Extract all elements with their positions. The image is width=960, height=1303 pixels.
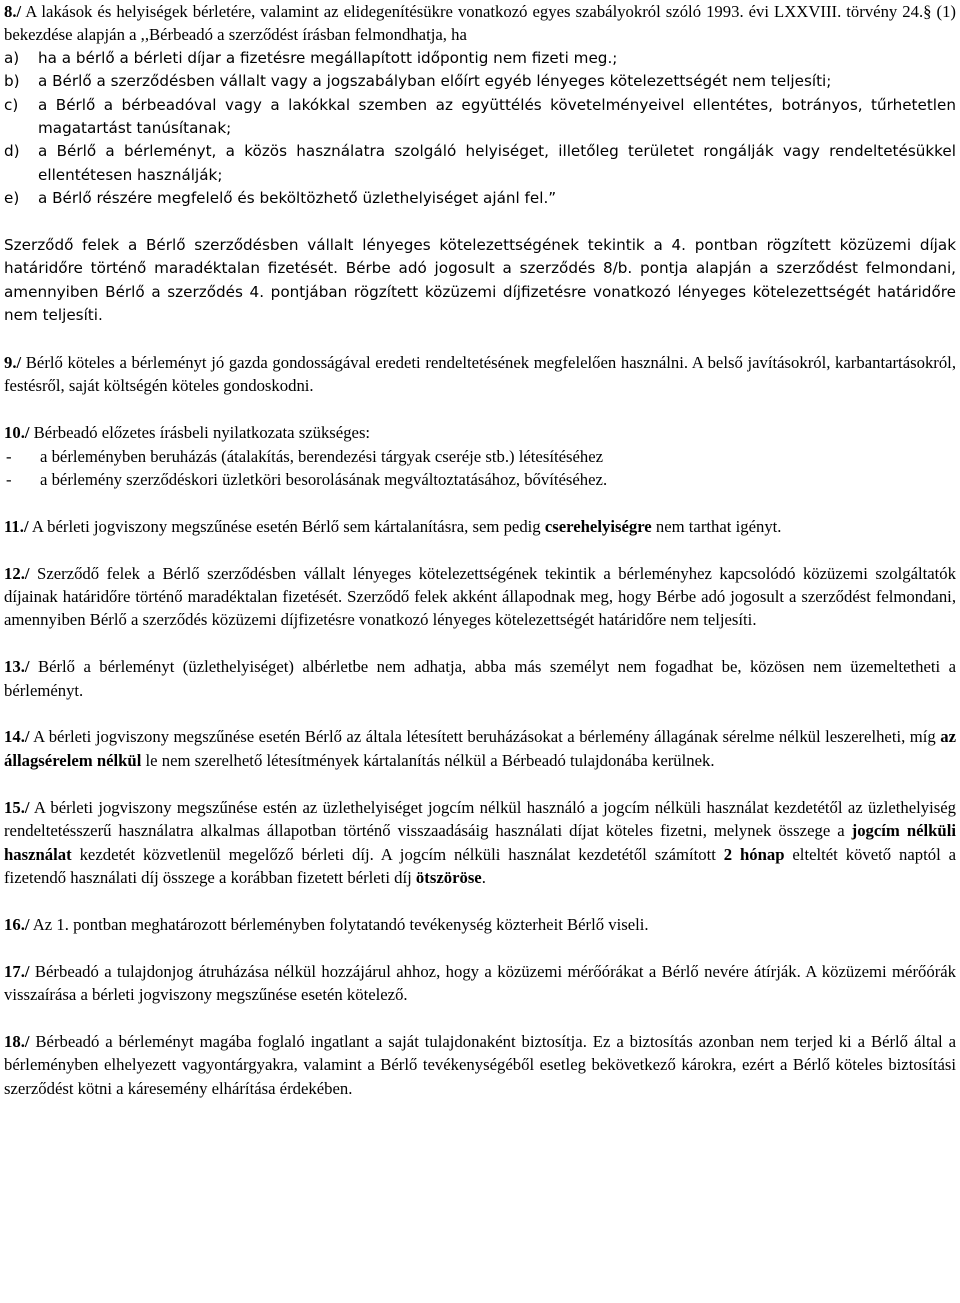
section-number: 16./ [4,914,30,934]
section-10 [4,421,956,444]
bullet-dash: - [6,470,12,490]
section-8-items [4,47,956,211]
section-18 [4,1030,956,1100]
list-item [4,468,956,491]
section-number: 14./ [4,727,30,747]
section-text: Szerződő felek a Bérlő szerződésben vállalt lényeges kötelezettségének tekintik a bérleményhez kapcsolódó közüzemi szolgáltatók díjainak határidőre történő maradéktalan fizetését. Szerződő felek akként állapodnak meg, hogy Bérbe adó jogosult a szerződést felmondani, amennyiben Bérlő a szerződés közüzemi díjfizetésre vonatkozó lényeges kötelezettségét határidőre nem teljesíti. [4,563,956,630]
bold-term: jogcím nélküli használat [4,821,956,864]
section-text: elteltét követő naptól a fizetendő használati díj összege a korábban fizetett bérleti díj [4,844,956,887]
section-text: A lakások és helyiségek bérletére, valamint az elidegenítésükre vonatkozó egyes szabályokról szóló 1993. évi LXXVIII. törvény 24.§ (1) bekezdése alapján a ,,Bérbeadó a szerződést írásban felmondhatja, ha [4,2,956,45]
section-text: . [481,867,486,887]
item-text: a Bérlő a bérleményt, a közös használatra szolgáló helyiséget, illetőleg területet rongálják vagy rendeltetésükkel ellentétesen használják; [38,142,956,184]
item-label: a) [4,48,20,67]
list-item [4,94,956,141]
bold-term: az állagsérelem nélkül [4,727,956,770]
list-item [4,140,956,187]
section-13 [4,655,956,702]
item-label: d) [4,142,20,161]
section-text: Az 1. pontban meghatározott bérleményben folytatandó tevékenység közterheit Bérlő viseli. [29,914,649,934]
list-item [4,187,956,210]
section-15 [4,796,956,890]
section-number: 9./ [4,353,22,373]
section-11 [4,515,956,538]
item-text: a Bérlő részére megfelelő és beköltözhető üzlethelyiséget ajánl fel.” [38,189,557,208]
item-label: b) [4,72,20,91]
section-10-bullets [4,445,956,492]
item-text: a bérlemény szerződéskori üzletköri besorolásának megváltoztatásához, bővítéséhez. [40,470,608,490]
section-number: 10./ [4,423,30,443]
section-text: Bérbeadó előzetes írásbeli nyilatkozata szükséges: [29,423,371,443]
section-text: Bérbeadó a tulajdonjog átruházása nélkül hozzájárul ahhoz, hogy a közüzemi mérőórákat a Bérlő nevére átírják. A közüzemi mérőórák visszaírása a bérleti jogviszony megszűnése esetén kötelező. [4,961,956,1004]
list-item [4,47,956,70]
section-text: kezdetét közvetlenül megelőző bérleti díj. A jogcím nélküli használat kezdetétől számított [71,844,724,864]
section-number: 8./ [4,2,22,21]
section-12 [4,562,956,632]
section-8-extra: Szerződő felek a Bérlő szerződésben vállalt lényeges kötelezettségének tekintik a 4. pontban rögzített közüzemi díjak határidőre történő maradéktalan fizetését. Bérbe adó jogosult a szerződés 8/b. pontja alapján a szerződést felmondani, amennyiben Bérlő a szerződés 4. pontjában rögzített közüzemi díjfizetésre vonatkozó lényeges kötelezettségét határidőre nem teljesíti. [4,236,956,325]
section-number: 11./ [4,516,29,536]
section-9 [4,351,956,398]
section-text: le nem szerelhető létesítmények kártalanítás nélkül a Bérbeadó tulajdonába kerülnek. [141,750,715,770]
bold-term: ötszöröse [415,867,482,887]
section-text: Bérlő a bérleményt (üzlethelyiséget) albérletbe nem adhatja, abba más személyt nem fogadhat be, közösen nem üzemeltetheti a bérleményt. [4,657,956,700]
bold-term: 2 hónap [723,844,785,864]
section-number: 17./ [4,961,30,981]
bullet-dash: - [6,446,12,466]
list-item [4,70,956,93]
section-number: 13./ [4,657,30,677]
section-text: Bérbeadó a bérleményt magába foglaló ingatlant a saját tulajdonaként biztosítja. Ez a biztosítás azonban nem terjed ki a Bérlő által a bérleményben elhelyezett vagyontárgyakra, valamint a Bérlő tevékenységéből esetleg bekövetkező károkra, ezért a Bérlő köteles biztosítási szerződést kötni a káresemény elhárítása érdekében. [4,1031,956,1098]
section-16 [4,913,956,936]
section-text: A bérleti jogviszony megszűnése esetén Bérlő az általa létesített beruházásokat a bérlemény állagának sérelme nélkül leszerelheti, míg [29,727,941,747]
section-8-intro [4,0,956,47]
bold-term: cserehelyiségre [544,516,652,536]
section-text: Bérlő köteles a bérleményt jó gazda gondosságával eredeti rendeltetésének megfelelően használni. A belső javításokról, karbantartásokról, festésről, saját költségén köteles gondoskodni. [4,353,956,396]
list-item [4,445,956,468]
section-text: nem tarthat igényt. [651,516,782,536]
item-label: e) [4,189,20,208]
section-text: A bérleti jogviszony megszűnése estén az üzlethelyiséget jogcím nélkül használó a jogcím nélküli használat kezdetétől az üzlethelyiség rendeltetésszerű használatra alkalmas állapotban történő visszaadásáig használati díjat köteles fizetni, melynek összege a [4,797,956,841]
document-page [4,0,956,1100]
item-text: a Bérlő a bérbeadóval vagy a lakókkal szemben az együttélés követelményeivel ellentétes, botrányos, tűrhetetlen magatartást tanúsítanak; [38,95,956,138]
item-text: a bérleményben beruházás (átalakítás, berendezési tárgyak cseréje stb.) létesítéséhez [40,446,604,466]
item-text: a Bérlő a szerződésben vállalt vagy a jogszabályban előírt egyéb lényeges kötelezettségét nem teljesíti; [38,72,832,91]
section-14 [4,725,956,772]
section-number: 18./ [4,1031,30,1051]
section-number: 12./ [4,563,30,583]
item-label: c) [4,95,19,114]
section-number: 15./ [4,797,30,817]
section-text: A bérleti jogviszony megszűnése esetén Bérlő sem kártalanításra, sem pedig [28,516,545,536]
section-17 [4,960,956,1007]
item-text: ha a bérlő a bérleti díjar a fizetésre megállapított időpontig nem fizeti meg.; [38,48,618,67]
